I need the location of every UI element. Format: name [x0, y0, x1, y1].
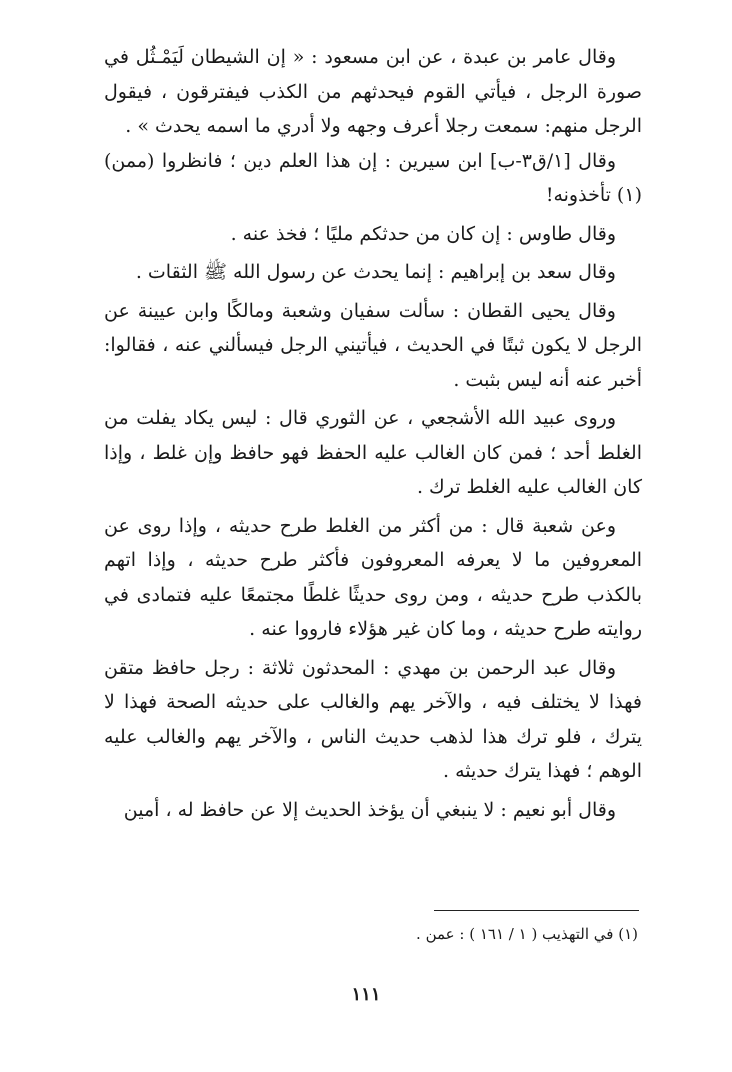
- paragraph-text: وقال عامر بن عبدة ، عن ابن مسعود : « إن الشيطان لَيَمْـثُل في صورة الرجل ، فيأتي القوم فيحدثهم من الكذب فيفترقون ، فيقول الرجل منهم: سمعت رجلا أعرف وجهه ولا أدري ما اسمه يحدث » .: [104, 46, 642, 137]
- paragraph: [104, 217, 642, 252]
- paragraph: [104, 144, 642, 213]
- paragraph-text: وقال يحيى القطان : سألت سفيان وشعبة ومالكًا وابن عيينة عن الرجل لا يكون ثبتًا في الحديث ، فيأتيني الرجل فيسألني عنه ، فقالوا: أخبر عنه أنه ليس بثبت .: [104, 299, 642, 391]
- main-text: [104, 40, 642, 827]
- paragraph: [104, 509, 642, 647]
- paragraph: [104, 255, 642, 290]
- paragraph: [104, 793, 642, 828]
- paragraph: [104, 294, 642, 398]
- paragraph-text: وقال طاوس : إن كان من حدثكم مليًا ؛ فخذ عنه .: [230, 222, 616, 245]
- footnote-divider: [434, 910, 639, 911]
- footnote: (١) في التهذيب ( ١ / ١٦١ ) : عمن .: [416, 925, 638, 943]
- paragraph: [104, 401, 642, 505]
- paragraph-text: وقال عبد الرحمن بن مهدي : المحدثون ثلاثة : رجل حافظ متقن فهذا لا يختلف فيه ، والآخر يهم والغالب على حديثه الصحة فهذا لا يترك ، فلو ترك هذا لذهب حديث الناس ، والآخر يهم والغالب عليه الوهم ؛ فهذا يترك حديثه .: [104, 656, 642, 782]
- page-number: ١١١: [351, 984, 381, 1005]
- paragraph-text: وقال سعد بن إبراهيم : إنما يحدث عن رسول الله ﷺ الثقات .: [135, 261, 616, 283]
- paragraph-text: وقال أبو نعيم : لا ينبغي أن يؤخذ الحديث إلا عن حافظ له ، أمين: [123, 798, 616, 821]
- paragraph-text: وقال [١/ق٣-ب] ابن سيرين : إن هذا العلم دين ؛ فانظروا (ممن)(١) تأخذونه!: [104, 149, 642, 206]
- paragraph-text: وروى عبيد الله الأشجعي ، عن الثوري قال : ليس يكاد يفلت من الغلط أحد ؛ فمن كان الغالب عليه الحفظ فهو حافظ وإن غلط ، وإذا كان الغالب عليه الغلط ترك .: [104, 407, 642, 498]
- paragraph: [104, 40, 642, 144]
- paragraph: [104, 651, 642, 789]
- paragraph-text: وعن شعبة قال : من أكثر من الغلط طرح حديثه ، وإذا روى عن المعروفين ما لا يعرفه المعروفون فأكثر طرح حديثه ، وإذا اتهم بالكذب طرح حديثه ، ومن روى حديثًا غلطًا مجتمعًا عليه فتمادى في روايته طرح حديثه ، وما كان غير هؤلاء فارووا عنه .: [104, 514, 642, 640]
